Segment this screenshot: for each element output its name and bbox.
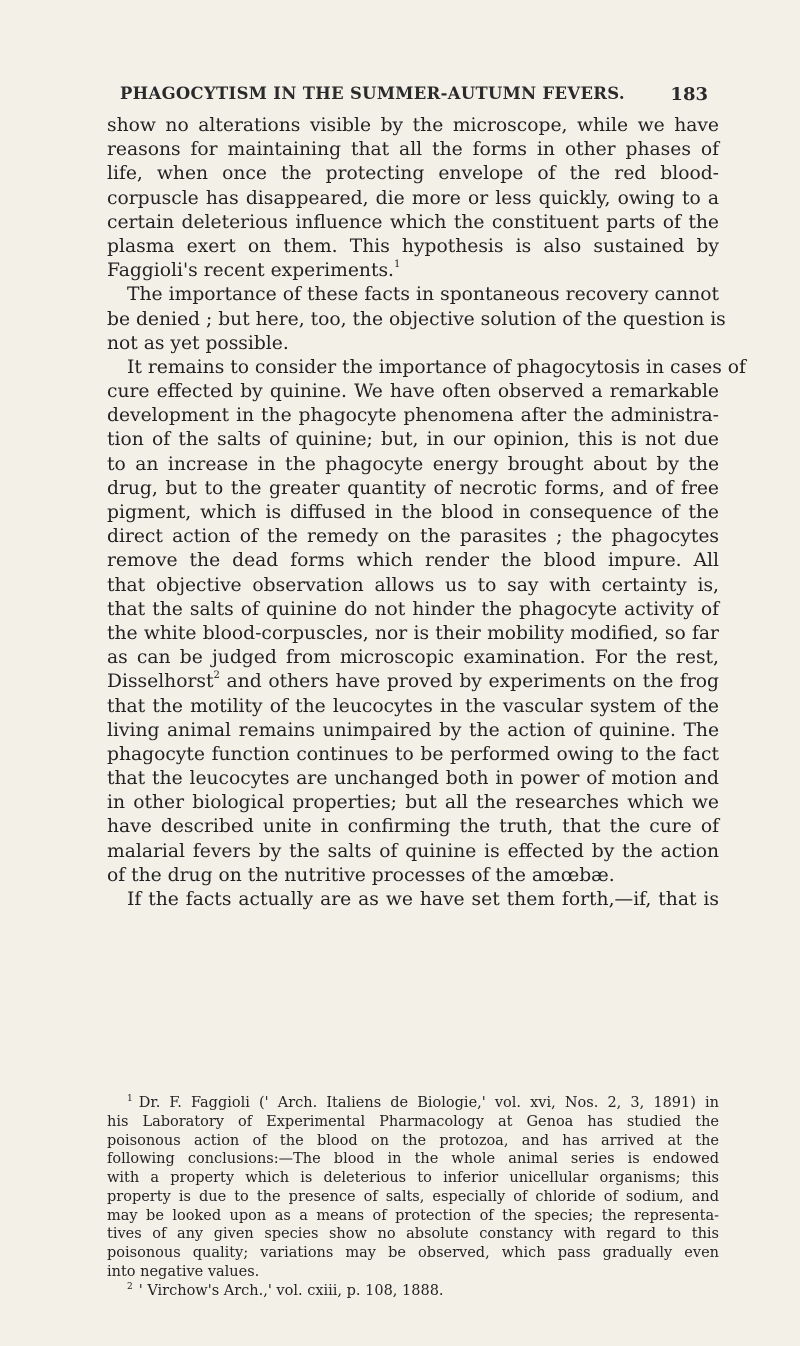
line-text: in other biological properties; but all the researches which we (107, 792, 719, 814)
text-line (107, 864, 719, 888)
text-line (107, 356, 746, 380)
footnote-line (107, 1113, 719, 1132)
footnote-text: into negative values. (107, 1263, 260, 1280)
line-text: be denied ; but here, too, the objective solution of the question is (107, 308, 726, 330)
text-line (107, 332, 719, 356)
footnote-line (107, 1169, 719, 1188)
line-text: plasma exert on them. This hypothesis is also sustained by (107, 235, 719, 257)
text-line (107, 574, 719, 598)
footnote-line (107, 1150, 719, 1169)
footnote-reference[interactable]: 1 (394, 259, 401, 271)
text-line (107, 259, 719, 283)
line-text: of the drug on the nutritive processes of the amœbæ. (107, 864, 615, 886)
line-text: reasons for maintaining that all the forms in other phases of (107, 139, 719, 161)
text-line (107, 453, 719, 477)
line-text: development in the phagocyte phenomena after the administra- (107, 405, 719, 427)
footnote-text: poisonous quality; variations may be observed, which pass gradually even (107, 1245, 719, 1261)
line-text: that objective observation allows us to say with certainty is, (107, 574, 719, 596)
line-text: pigment, which is diffused in the blood in consequence of the (107, 502, 719, 523)
page-header (120, 84, 708, 108)
text-line (107, 477, 719, 501)
line-text: as can be judged from microscopic examination. For the rest, (107, 647, 719, 669)
text-line (107, 646, 719, 670)
line-text: It remains to consider the importance of phagocytosis in cases of (127, 356, 746, 378)
footnote-text: tives of any given species show no absolute constancy with regard to this (107, 1226, 719, 1243)
line-text: direct action of the remedy on the parasites ; the phagocytes (107, 526, 719, 548)
line-text: cure effected by quinine. We have often observed a remarkable (107, 381, 719, 403)
line-text: If the facts actually are as we have set them forth,—if, that is (127, 889, 719, 910)
footnote-line (107, 1094, 719, 1113)
text-line (107, 598, 719, 622)
running-title: PHAGOCYTISM IN THE SUMMER-AUTUMN FEVERS. (120, 84, 625, 103)
footnote-reference[interactable]: 2 (213, 670, 220, 682)
line-text: life, when once the protecting envelope of the red blood- (107, 163, 719, 185)
line-text: to an increase in the phagocyte energy brought about by the (107, 453, 719, 475)
footnote-text: following conclusions:—The blood in the whole animal series is endowed (107, 1151, 719, 1168)
footnote-marker: 1 (127, 1094, 133, 1104)
line-text: show no alterations visible by the microscope, while we have (107, 115, 719, 136)
line-text: certain deleterious influence which the constituent parts of the (107, 211, 719, 233)
footnote-text: with a property which is deleterious to inferior unicellular organisms; this (107, 1170, 719, 1186)
line-text: that the leucocytes are unchanged both in power of motion and (107, 768, 719, 790)
text-line (107, 670, 719, 694)
line-text: corpuscle has disappeared, die more or less quickly, owing to a (107, 187, 719, 209)
footnote-text: ' Virchow's Arch.,' vol. cxiii, p. 108, 1888. (138, 1282, 444, 1299)
text-line (107, 308, 726, 332)
line-text: that the motility of the leucocytes in the vascular system of the (107, 695, 719, 717)
text-line (107, 162, 719, 186)
line-text: phagocyte function continues to be performed owing to the fact (107, 743, 719, 765)
line-text: have described unite in confirming the truth, that the cure of (107, 816, 719, 838)
text-line (107, 138, 719, 162)
text-line (107, 283, 719, 307)
line-text: the white blood-corpuscles, nor is their mobility modified, so far (107, 622, 719, 644)
footnote-line (107, 1132, 719, 1151)
footnote-line (107, 1263, 719, 1282)
footnote-line (107, 1244, 719, 1263)
footnote-text: Dr. F. Faggioli (' Arch. Italiens de Biologie,' vol. xvi, Nos. 2, 3, 1891) in (138, 1095, 719, 1111)
footnote-line (107, 1282, 719, 1301)
footnotes (107, 1094, 719, 1300)
line-text: drug, but to the greater quantity of necrotic forms, and of free (107, 477, 719, 499)
text-line (107, 767, 719, 791)
text-line (107, 428, 719, 452)
text-line (107, 235, 719, 259)
line-text: The importance of these facts in spontaneous recovery cannot (127, 284, 719, 306)
text-line (107, 622, 719, 646)
text-line (107, 187, 719, 211)
text-line (107, 840, 719, 864)
text-line (107, 501, 719, 525)
text-line (107, 695, 719, 719)
footnote-text: may be looked upon as a means of protection of the species; the representa- (107, 1207, 719, 1224)
text-line (107, 719, 719, 743)
page-number: 183 (670, 84, 708, 105)
footnote-line (107, 1207, 719, 1226)
text-line (107, 114, 719, 138)
text-line (107, 888, 719, 912)
footnote-line (107, 1225, 719, 1244)
text-line (107, 404, 719, 428)
footnote-text: property is due to the presence of salts, especially of chloride of sodium, and (107, 1188, 719, 1205)
text-line (107, 211, 719, 235)
line-text: Disselhorst (107, 671, 214, 693)
text-line (107, 815, 719, 839)
line-text: remove the dead forms which render the blood impure. All (107, 550, 719, 572)
line-text-continued: and others have proved by experiments on the frog (219, 671, 719, 693)
text-line (107, 525, 719, 549)
line-text: tion of the salts of quinine; but, in our opinion, this is not due (107, 429, 719, 451)
line-text: that the salts of quinine do not hinder the phagocyte activity of (107, 598, 719, 620)
text-line (107, 380, 719, 404)
line-text: not as yet possible. (107, 332, 289, 354)
line-text: living animal remains unimpaired by the action of quinine. The (107, 719, 719, 741)
text-line (107, 791, 719, 815)
text-line (107, 549, 719, 573)
footnote-text: his Laboratory of Experimental Pharmacology at Genoa has studied the (107, 1113, 719, 1130)
line-text: Faggioli's recent experiments. (107, 260, 395, 282)
text-line (107, 743, 719, 767)
line-text: malarial fevers by the salts of quinine is effected by the action (107, 840, 719, 862)
footnote-text: poisonous action of the blood on the protozoa, and has arrived at the (107, 1132, 719, 1149)
footnote-marker: 2 (127, 1281, 133, 1292)
body-text (107, 114, 746, 912)
footnote-line (107, 1188, 719, 1207)
